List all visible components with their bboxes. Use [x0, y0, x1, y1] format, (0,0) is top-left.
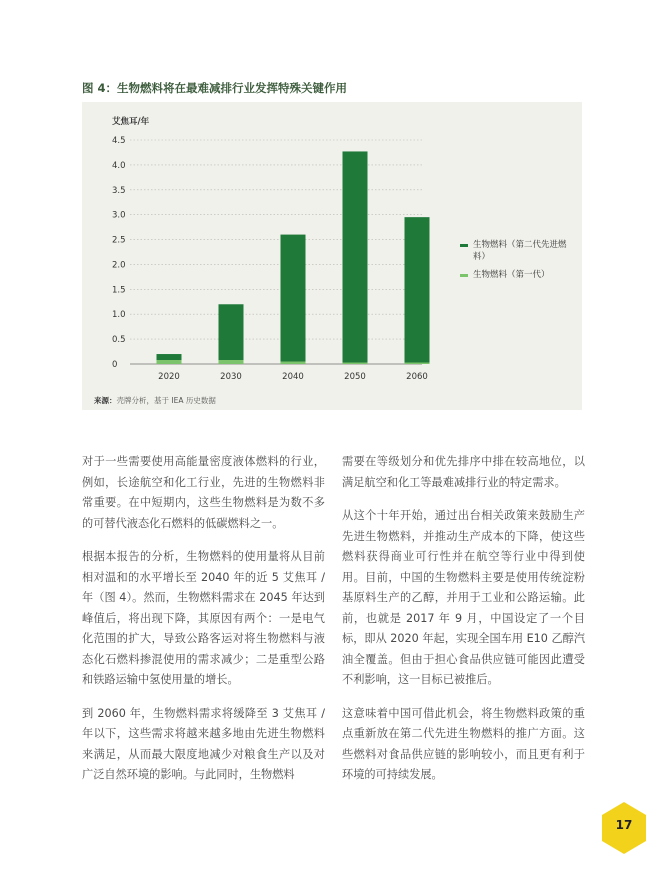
paragraph: 从这个十年开始，通过出台相关政策来鼓励生产先进生物燃料，并推动生产成本的下降，使这些燃料获得商业可行性并在航空等行业中得到使用。目前，中国的生物燃料主要是使用传统淀粉基原料生产的乙醇，并用于工业和公路运输。此前，也就是 2017 年 9 月，中国设定了一个目标，即从 2020 年起，实现全国车用 E10 乙醇汽油全覆盖。但由于担心食品供应链可能因此遭受不利影响，这一目标已被推后。: [342, 509, 586, 686]
source-text: 壳牌分析，基于 IEA 历史数据: [116, 396, 216, 405]
y-axis-title: 艾焦耳/年: [112, 117, 150, 127]
y-tick-label: 0.5: [112, 335, 126, 346]
paragraph: 根据本报告的分析，生物燃料的使用量将从目前相对温和的水平增长至 2040 年的近 5 艾焦耳 / 年（图 4）。然而，生物燃料需求在 2045 年达到峰值后，将出现下降，其原因有两个：一是电气化范围的扩大，导致公路客运对将生物燃料与液态化石燃料掺混使用的需求减少；二是重型公路和铁路运输中氢使用量的增长。: [82, 550, 325, 686]
y-tick-label: 2.0: [112, 260, 126, 271]
legend-label-second-gen: 生物燃料（第二代先进燃料）: [473, 240, 567, 262]
page-number: 17: [615, 818, 633, 832]
body-column-right: [342, 452, 585, 799]
bar-segment-first-gen: [157, 360, 182, 364]
bar-segment-second-gen: [405, 217, 430, 362]
bar-chart: [82, 102, 582, 410]
legend-swatch-dark-green: [460, 244, 468, 247]
y-tick-label: 0: [112, 360, 118, 370]
y-tick-label: 3.0: [112, 210, 126, 221]
chart-legend: [460, 239, 570, 289]
paragraph: 对于一些需要使用高能量密度液体燃料的行业，例如，长途航空和化工行业，先进的生物燃料非常重要。在中短期内，这些生物燃料是为数不多的可替代液态化石燃料的低碳燃料之一。: [82, 455, 325, 530]
paragraph: 到 2060 年，生物燃料需求将缓降至 3 艾焦耳 / 年以下，这些需求将越来越多地由先进生物燃料来满足，从而最大限度地减少对粮食生产以及对广泛自然环境的影响。与此同时，生物燃料: [82, 706, 325, 781]
bar-segment-first-gen: [219, 360, 244, 364]
source-label: 来源：: [94, 396, 117, 405]
bar-segment-second-gen: [281, 235, 306, 362]
x-tick-label: 2040: [282, 372, 304, 382]
body-column-left: [82, 452, 325, 799]
bar-segment-second-gen: [219, 304, 244, 360]
bar-segment-first-gen: [281, 362, 306, 364]
y-tick-label: 1.5: [112, 285, 126, 296]
legend-label-first-gen: 生物燃料（第一代）: [473, 270, 550, 280]
paragraph: 这意味着中国可借此机会，将生物燃料政策的重点重新放在第二代先进生物燃料的推广方面。这些燃料对食品供应链的影响较小，而且更有利于环境的可持续发展。: [342, 706, 585, 781]
y-tick-label: 2.5: [112, 235, 126, 246]
y-tick-label: 4.5: [112, 136, 126, 146]
legend-swatch-light-green: [460, 274, 468, 277]
x-tick-label: 2020: [158, 372, 180, 382]
paragraph: 需要在等级划分和优先排序中排在较高地位，以满足航空和化工等最难减排行业的特定需求。: [342, 455, 585, 489]
x-tick-label: 2060: [406, 372, 428, 382]
x-tick-label: 2030: [220, 372, 242, 382]
y-tick-label: 3.5: [112, 185, 126, 196]
figure-title: 图 4：生物燃料将在最难减排行业发挥特殊关键作用: [82, 81, 348, 95]
bar-segment-second-gen: [343, 151, 368, 362]
figure-source: [94, 395, 216, 406]
bar-segment-first-gen: [405, 363, 430, 364]
y-tick-label: 1.0: [112, 310, 126, 321]
y-tick-label: 4.0: [112, 160, 126, 171]
bar-segment-second-gen: [157, 354, 182, 360]
bar-segment-first-gen: [343, 363, 368, 364]
x-tick-label: 2050: [344, 372, 366, 382]
